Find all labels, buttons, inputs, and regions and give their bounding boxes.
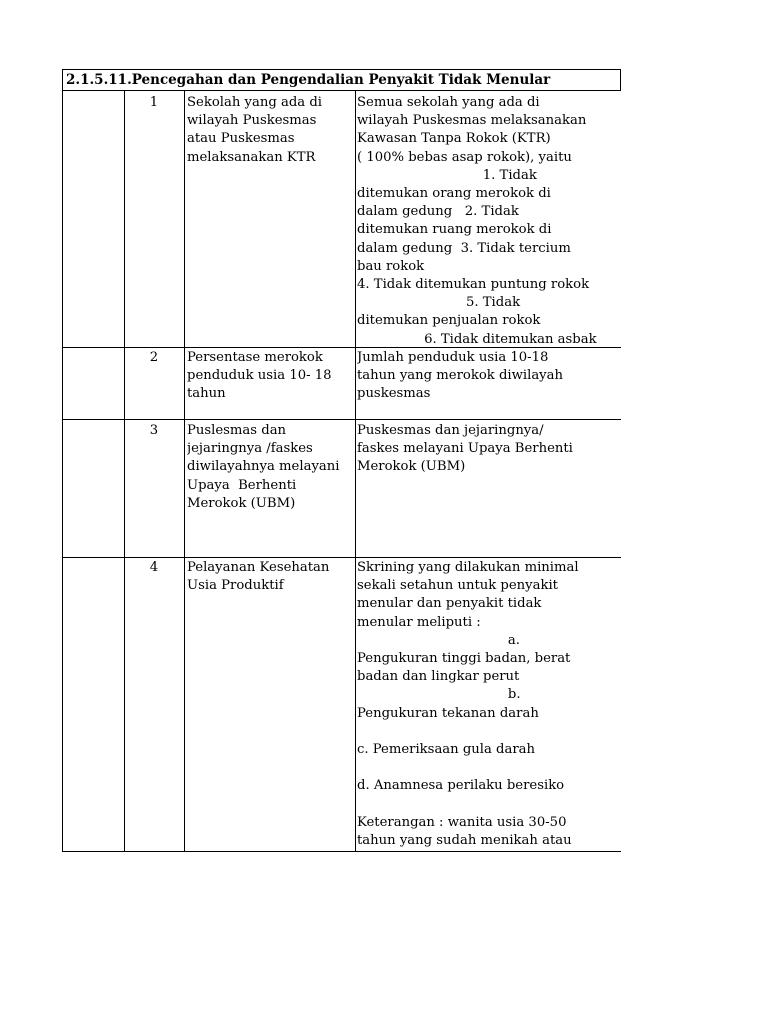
row-2-number: 2 [149, 350, 159, 365]
row-3-definition: Puskesmas dan jejaringnya/ faskes melayani Upaya Berhenti Merokok (UBM) [357, 423, 573, 475]
row-2-indicator: Persentase merokok penduduk usia 10- 18 tahun [187, 350, 332, 402]
row-2-definition: Jumlah penduduk usia 10-18 tahun yang merokok diwilayah puskesmas [357, 350, 563, 402]
row-4-definition: Skrining yang dilakukan minimal sekali setahun untuk penyakit menular dan penyakit tidak menular meliputi : a. Pengukuran tinggi badan, berat badan dan lingkar perut b. Pengukuran tekanan darah c. Pemeriksaan gula darah d. Anamnesa perilaku beresiko Keterangan : wanita usia 30-50 tahun yang sudah menikah atau [357, 560, 579, 849]
section-title: 2.1.5.11.Pencegahan dan Pengendalian Penyakit Tidak Menular [62, 69, 621, 91]
grid-line-col1 [124, 91, 125, 852]
row-1-definition: Semua sekolah yang ada di wilayah Puskesmas melaksanakan Kawasan Tanpa Rokok (KTR) ( 100% bebas asap rokok), yaitu 1. Tidak ditemukan orang merokok di dalam gedung 2. Tidak ditemukan ruang merokok di dalam gedung 3. Tidak tercium bau rokok 4. Tidak ditemukan puntung rokok 5. Tidak ditemukan penjualan rokok 6. Tidak ditemukan asbak [357, 95, 597, 346]
row-divider-2 [62, 419, 621, 420]
row-3-indicator: Puslesmas dan jejaringnya /faskes diwilayahnya melayani Upaya Berhenti Merokok (UBM) [187, 423, 340, 511]
row-3-number: 3 [149, 423, 159, 438]
row-divider-bottom [62, 851, 621, 852]
row-divider-3 [62, 557, 621, 558]
grid-line-col3 [355, 91, 356, 852]
row-1-number: 1 [149, 95, 159, 110]
row-1-indicator: Sekolah yang ada di wilayah Puskesmas atau Puskesmas melaksanakan KTR [187, 95, 322, 165]
grid-line-left [62, 91, 63, 852]
row-4-number: 4 [149, 560, 159, 575]
row-divider-1 [62, 347, 621, 348]
row-4-indicator: Pelayanan Kesehatan Usia Produktif [187, 560, 330, 594]
grid-line-col2 [184, 91, 185, 852]
